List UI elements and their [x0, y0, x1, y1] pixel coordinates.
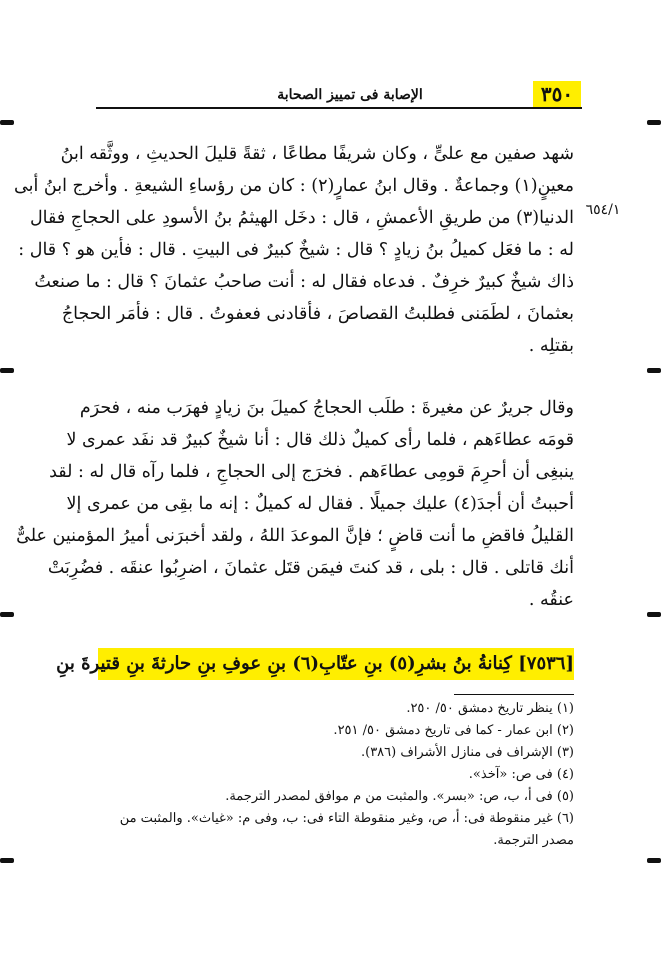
- footnote: (١) ينظر تاريخ دمشق ٥٠/ ٢٥٠.: [406, 701, 574, 716]
- scan-edge-mark: [0, 858, 14, 863]
- scan-edge-mark: [647, 858, 661, 863]
- footnotes: [98, 698, 574, 852]
- text-line: أحببتُ أن أجدَ(٤) عليك جميلًا . فقال له كميلٌ : إنه ما بقِى من عمرى إلا: [66, 494, 574, 514]
- text-line: القليلُ فاقضِ ما أنت قاضٍ ؛ فإنَّ الموعدَ اللهُ ، ولقد أخبرَنى أميرُ المؤمنين علىٌّ: [16, 526, 574, 546]
- running-title: الإصابة فى تمييز الصحابة: [277, 87, 423, 103]
- margin-volume-page-note: ٦٥٤/١: [585, 202, 621, 218]
- footnote: (٢) ابن عمار - كما فى تاريخ دمشق ٥٠/ ٢٥١.: [333, 723, 574, 738]
- scan-edge-mark: [647, 368, 661, 373]
- text-line: قومَه عطاءَهم ، فلما رأى كميلٌ ذلك قال : أنا شيخٌ كبيرٌ قد نفَد عمرى لا: [66, 430, 574, 450]
- footnote: (٣) الإشراف فى منازل الأشراف (٣٨٦).: [360, 745, 574, 760]
- entry-heading: [٧٥٣٦] كِنانةُ بنُ بشرِ(٥) بنِ عتّابِ(٦) بنِ عوفِ بنِ حارثةَ بنِ قتيرةَ بنِ: [98, 648, 574, 680]
- footnote: (٥) فى أ، ب، ص: «بسر». والمثبت من م موافق لمصدر الترجمة.: [225, 789, 574, 804]
- paragraph-1: [14, 138, 574, 362]
- text-line: بعثمانَ ، لطَمَنى فطلبتُ القصاصَ ، فأقادنى فعفوتُ . قال : فأمَر الحجاجُ: [61, 304, 574, 324]
- scan-edge-mark: [0, 120, 14, 125]
- scan-edge-mark: [0, 368, 14, 373]
- text-line: ذاك شيخٌ كبيرٌ خرِفٌ . فدعاه فقال له : أنت صاحبُ عثمانَ ؟ قال : ما صنعتُ: [34, 272, 574, 292]
- text-line: الدنيا(٣) من طريقِ الأعمشِ ، قال : دخَل الهيثمُ بنُ الأسودِ على الحجاجِ فقال: [29, 208, 574, 228]
- text-line: بقتلِه .: [528, 336, 574, 356]
- page-number: ٣٥٠: [533, 81, 581, 107]
- text-line: شهد صفين مع علىٍّ ، وكان شريفًا مطاعًا ، ثقةً قليلَ الحديثِ ، ووثَّقه ابنُ: [60, 144, 574, 164]
- text-line: وقال جريرٌ عن مغيرةَ : طلَب الحجاجُ كميلَ بنَ زيادٍ فهرَب منه ، فحرَم: [79, 398, 574, 418]
- scan-edge-mark: [647, 120, 661, 125]
- text-line: أنك قاتلى . قال : بلى ، قد كنتَ فيمَن قتَل عثمانَ ، اضرِبُوا عنقَه . فضُرِبَتْ: [47, 558, 574, 578]
- scan-edge-mark: [647, 612, 661, 617]
- paragraph-2: [16, 392, 574, 616]
- footnote: (٦) غير منقوطة فى: أ، ص، وغير منقوطة التاء فى: ب، وفى م: «غياث». والمثبت من: [119, 811, 574, 826]
- text-line: له : ما فعَل كميلُ بنُ زيادٍ ؟ قال : شيخٌ كبيرٌ فى البيتِ . قال : فأين هو ؟ قال :: [18, 240, 574, 260]
- text-line: عنقُه .: [528, 590, 574, 610]
- footnote: مصدر الترجمة.: [493, 833, 574, 848]
- footnote-rule: [454, 694, 574, 695]
- scan-edge-mark: [0, 612, 14, 617]
- header-rule: [96, 107, 582, 109]
- text-line: معينٍ(١) وجماعةٌ . وقال ابنُ عمارٍ(٢) : كان من رؤساءِ الشيعةِ . وأخرج ابنُ أبى: [14, 176, 574, 196]
- footnote: (٤) فى ص: «آخذ».: [468, 767, 574, 782]
- text-line: ينبغِى أن أحرِمَ قومِى عطاءَهم . فخرَج إلى الحجاجِ ، فلما رآه قال له : لقد: [49, 462, 574, 482]
